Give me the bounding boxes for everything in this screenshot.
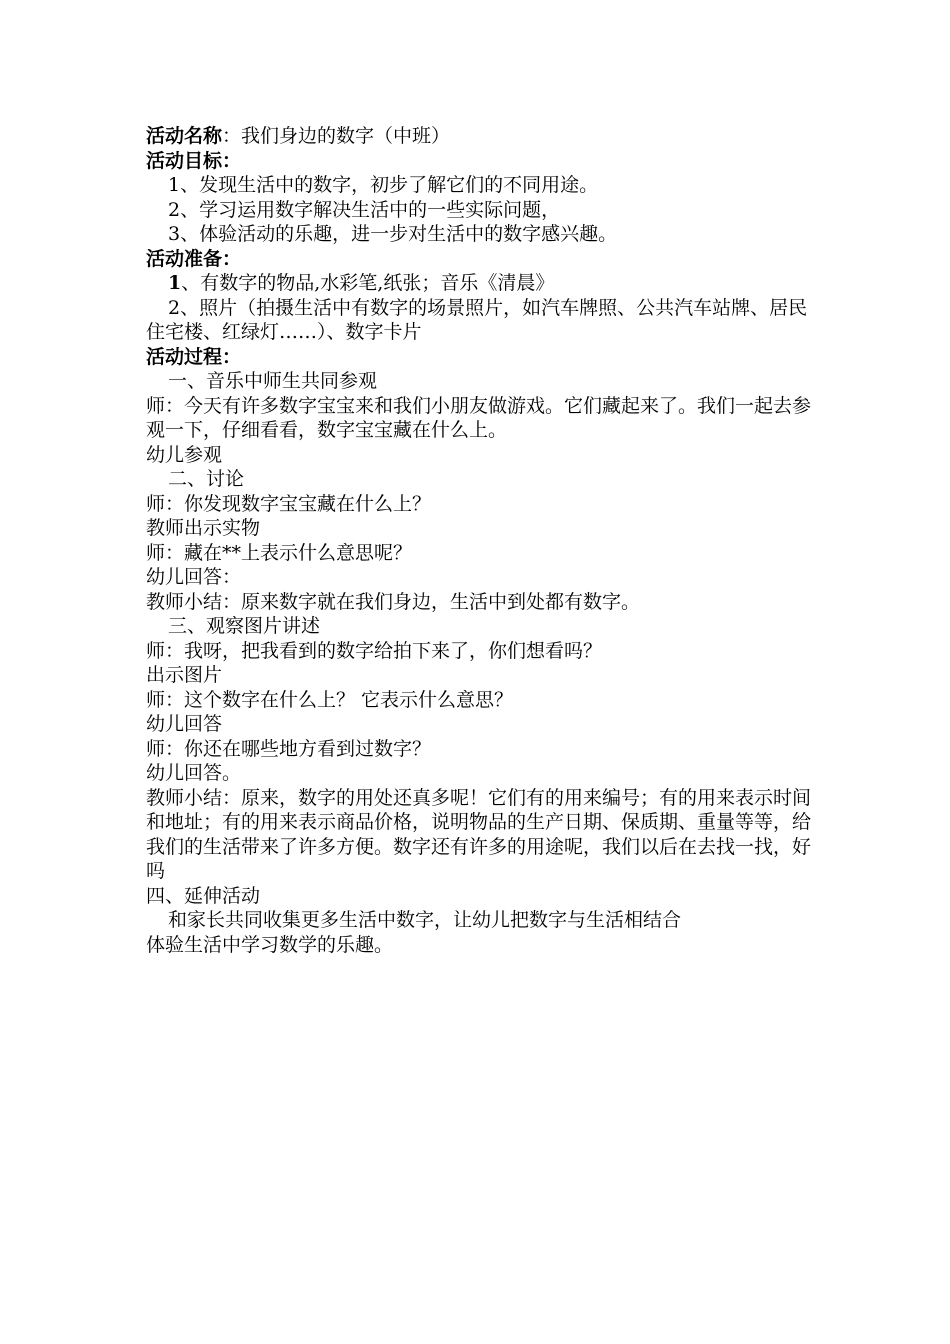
prep-item-1 xyxy=(146,271,818,296)
prep-item-1-number: 1 xyxy=(168,272,182,294)
part3-title: 三、观察图片讲述 xyxy=(168,615,321,637)
part3-summary: 教师小结：原来，数字的用处还真多呢！它们有的用来编号；有的用来表示时间和地址；有的用来表示商品价格，说明物品的生产日期、保质期、重量等等，给我们的生活带来了许多方便。数字还有许多的用途呢，我们以后在去找一找，好吗 xyxy=(146,786,812,882)
prep-heading: 活动准备： xyxy=(146,247,242,270)
part4-line-2: 体验生活中学习数学的乐趣。 xyxy=(146,933,394,956)
goal-item-1: 1、发现生活中的数字，初步了解它们的不同用途。 xyxy=(168,174,599,196)
part3-show-pictures: 出示图片 xyxy=(146,664,223,686)
process-heading: 活动过程： xyxy=(146,345,242,368)
part4-title: 四、延伸活动 xyxy=(146,884,261,907)
part3-question-1: 师：我呀，把我看到的数字给拍下来了，你们想看吗？ xyxy=(146,639,603,662)
part2-question-2: 师：藏在**上表示什么意思呢？ xyxy=(146,541,413,564)
part1-child-line: 幼儿参观 xyxy=(146,443,223,466)
part1-teacher-line: 师：今天有许多数字宝宝来和我们小朋友做游戏。它们藏起来了。我们一起去参观一下，仔细看看，数字宝宝藏在什么上。 xyxy=(146,394,812,441)
part3-child-answer-2: 幼儿回答。 xyxy=(146,762,242,784)
part2-summary: 教师小结：原来数字就在我们身边，生活中到处都有数字。 xyxy=(146,590,641,613)
goal-item-2: 2、学习运用数字解决生活中的一些实际问题， xyxy=(168,198,561,221)
part3-child-answer-1: 幼儿回答 xyxy=(146,713,223,735)
part2-title: 二、讨论 xyxy=(168,468,245,490)
part2-child-answer: 幼儿回答： xyxy=(146,566,242,588)
prep-item-2: 2、照片（拍摄生活中有数字的场景照片，如汽车牌照、公共汽车站牌、居民住宅楼、红绿灯……）、数字卡片 xyxy=(146,296,808,343)
part3-question-3: 师：你还在哪些地方看到过数字？ xyxy=(146,737,432,760)
part4-line-1: 和家长共同收集更多生活中数字，让幼儿把数字与生活相结合 xyxy=(168,909,682,931)
goal-item-3: 3、体验活动的乐趣，进一步对生活中的数字感兴趣。 xyxy=(168,223,618,245)
part2-question-1: 师：你发现数字宝宝藏在什么上？ xyxy=(146,492,432,515)
activity-title-colon: ： xyxy=(222,125,242,147)
prep-item-1-text: 、有数字的物品,水彩笔,纸张；音乐《清晨》 xyxy=(181,272,555,294)
activity-title-label: 活动名称 xyxy=(146,125,223,147)
part2-show-objects: 教师出示实物 xyxy=(146,517,261,539)
part1-title: 一、音乐中师生共同参观 xyxy=(168,370,378,392)
activity-title-value: 我们身边的数字（中班） xyxy=(241,125,451,147)
part3-question-2: 师：这个数字在什么上？ 它表示什么意思？ xyxy=(146,688,514,711)
goals-heading: 活动目标： xyxy=(146,149,242,172)
activity-title-line xyxy=(146,124,818,149)
document-page xyxy=(146,124,818,957)
